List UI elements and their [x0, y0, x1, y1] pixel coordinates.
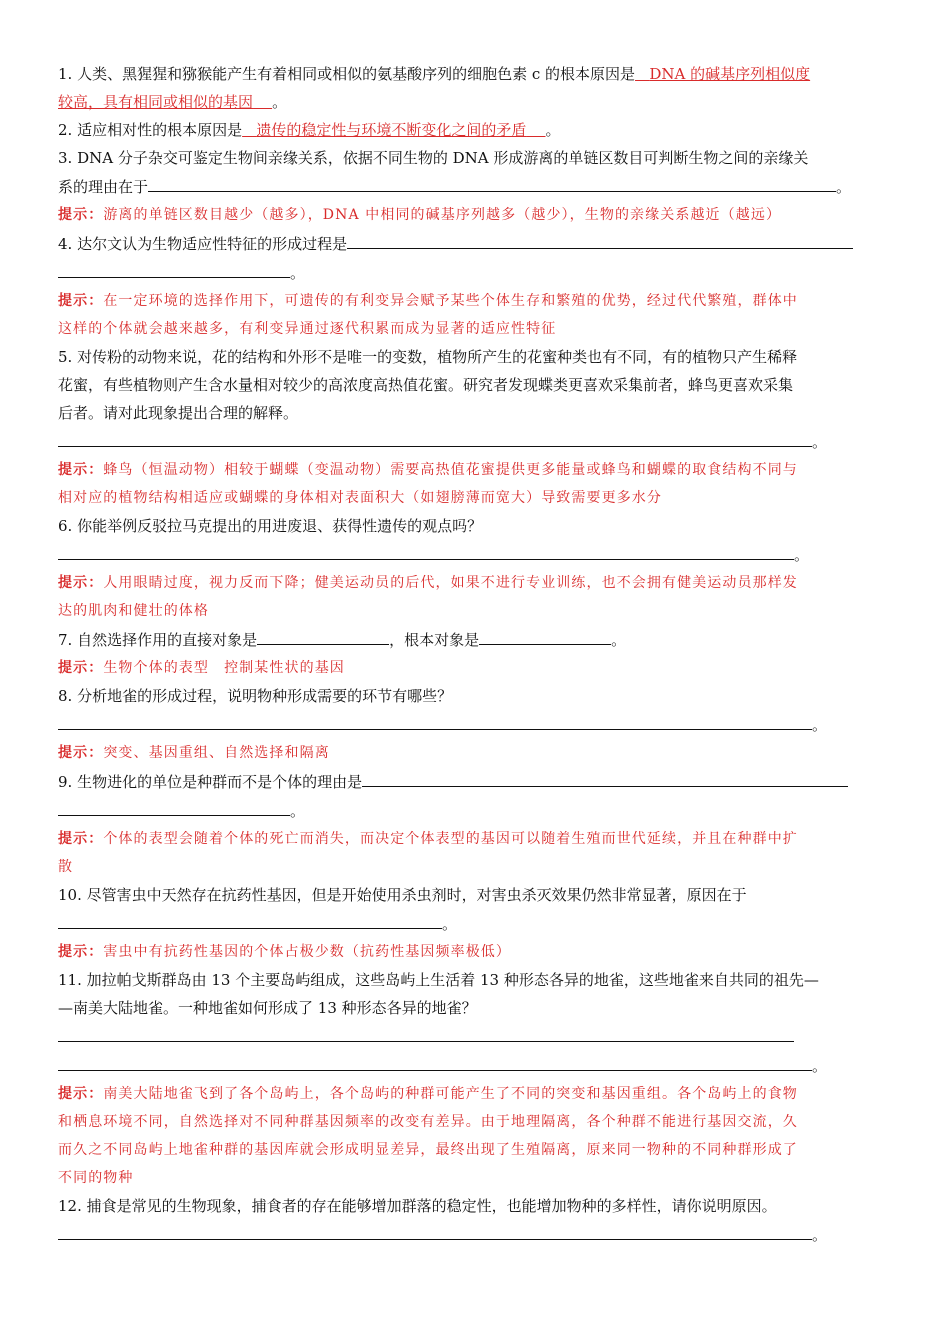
question-2-line: [58, 116, 882, 144]
question-7-answer-blank-1[interactable]: [257, 625, 389, 645]
question-9-hint-line-1: [58, 825, 882, 853]
question-3-hint-text: 游离的单链区数目越少（越多），DNA 中相同的碱基序列越多（越少），生物的亲缘关系越近（越远）: [103, 207, 782, 223]
question-3-line-1: 3. DNA 分子杂交可鉴定生物间亲缘关系，依据不同生物的 DNA 形成游离的单链区数目可判断生物之间的亲缘关: [58, 149, 809, 167]
question-3-hint: [58, 201, 882, 229]
question-8-line: 8. 分析地雀的形成过程，说明物种形成需要的环节有哪些？: [58, 687, 453, 705]
hint-label: 提示：: [58, 660, 104, 676]
question-8-answer-line: [58, 710, 882, 739]
hint-label: 提示：: [58, 293, 104, 309]
question-7-text-1: 7. 自然选择作用的直接对象是: [58, 631, 258, 649]
question-11-hint-line-2: 和栖息环境不同，自然选择对不同种群基因频率的改变有差异。由于地理隔离，各个种群不能进行基因交流，久: [58, 1114, 798, 1130]
question-10-hint: [58, 938, 882, 966]
question-12-answer-blank[interactable]: [58, 1220, 812, 1240]
question-7-line: [58, 625, 882, 654]
question-11-end: 。: [812, 1057, 828, 1075]
question-6-end: 。: [794, 546, 810, 564]
question-1-answer-part-1: DNA 的碱基序列相似度: [649, 65, 811, 83]
question-3-end: 。: [836, 178, 852, 196]
hint-label: 提示：: [58, 831, 104, 847]
question-7-end: 。: [611, 631, 627, 649]
question-12-line: 12. 捕食是常见的生物现象，捕食者的存在能够增加群落的稳定性，也能增加物种的多样性，请你说明原因。: [58, 1197, 777, 1215]
question-11-line-2: —南美大陆地雀。一种地雀如何形成了 13 种形态各异的地雀？: [58, 999, 477, 1017]
question-1-answer-part-2: 较高，具有相同或相似的基因: [58, 93, 254, 111]
question-7-answer-blank-2[interactable]: [479, 625, 611, 645]
question-4-answer-blank-2[interactable]: [58, 258, 290, 278]
question-5-line-3: 后者。请对此现象提出合理的解释。: [58, 404, 299, 422]
hint-label: 提示：: [58, 944, 104, 960]
question-6-answer-blank[interactable]: [58, 540, 794, 560]
question-11-hint-line-4: 不同的物种: [58, 1170, 134, 1186]
question-11-hint-text-1: 南美大陆地雀飞到了各个岛屿上，各个岛屿的种群可能产生了不同的突变和基因重组。各个岛屿上的食物: [103, 1086, 798, 1102]
question-6-hint-text-1: 人用眼睛过度，视力反而下降；健美运动员的后代，如果不进行专业训练，也不会拥有健美运动员那样发: [103, 575, 798, 591]
question-9-text: 9. 生物进化的单位是种群而不是个体的理由是: [58, 773, 363, 791]
question-4-end: 。: [290, 264, 306, 282]
question-10-line: 10. 尽管害虫中天然存在抗药性基因，但是开始使用杀虫剂时，对害虫杀灭效果仍然非常显著，原因在于: [58, 886, 747, 904]
question-8-answer-blank[interactable]: [58, 710, 812, 730]
question-10-answer-line: [58, 909, 882, 938]
question-7-text-2: ，根本对象是: [389, 631, 480, 649]
question-9-hint-text-1: 个体的表型会随着个体的死亡而消失，而决定个体表型的基因可以随着生殖而世代延续，并且在种群中扩: [103, 831, 798, 847]
question-4-hint-line-1: [58, 287, 882, 315]
question-1-end: 。: [272, 93, 288, 111]
question-11-hint-line-3: 而久之不同岛屿上地雀种群的基因库就会形成明显差异，最终出现了生殖隔离，原来同一物种的不同种群形成了: [58, 1142, 798, 1158]
question-5-line-1: 5. 对传粉的动物来说，花的结构和外形不是唯一的变数，植物所产生的花蜜种类也有不同，有的植物只产生稀释: [58, 348, 798, 366]
question-11-answer-line-1: [58, 1022, 882, 1051]
question-6-line: 6. 你能举例反驳拉马克提出的用进废退、获得性遗传的观点吗？: [58, 517, 483, 535]
question-12-end: 。: [812, 1226, 828, 1244]
question-7-hint: [58, 654, 882, 682]
hint-label: 提示：: [58, 575, 104, 591]
question-9-answer-blank-2[interactable]: [58, 796, 290, 816]
question-4-hint-text-1: 在一定环境的选择作用下，可遗传的有利变异会赋予某些个体生存和繁殖的优势，经过代代繁殖，群体中: [103, 293, 798, 309]
question-11-hint-line-1: [58, 1080, 882, 1108]
question-6-hint-line-1: [58, 569, 882, 597]
question-8-hint: [58, 739, 882, 767]
question-4-line-2: [58, 258, 882, 287]
hint-label: 提示：: [58, 207, 104, 223]
question-5-hint-line-1: [58, 456, 882, 484]
question-8-hint-text: 突变、基因重组、自然选择和隔离: [103, 745, 330, 761]
question-4-line-1: [58, 229, 882, 258]
question-2-end: 。: [545, 121, 561, 139]
question-11-answer-line-2: [58, 1051, 882, 1080]
question-10-end: 。: [442, 915, 458, 933]
question-9-hint-line-2: 散: [58, 859, 74, 875]
question-12-answer-line: [58, 1220, 882, 1249]
question-5-end: 。: [812, 433, 828, 451]
question-11-answer-blank-2[interactable]: [58, 1051, 812, 1071]
question-5-line-2: 花蜜，有些植物则产生含水量相对较少的高浓度高热值花蜜。研究者发现蝶类更喜欢采集前者，蜂鸟更喜欢采集: [58, 376, 794, 394]
question-5-answer-blank[interactable]: [58, 427, 812, 447]
question-9-line-2: [58, 796, 882, 825]
question-3-text: 系的理由在于: [58, 178, 149, 196]
question-2-answer: 遗传的稳定性与环境不断变化之间的矛盾: [256, 121, 527, 139]
question-11-line-1: 11. 加拉帕戈斯群岛由 13 个主要岛屿组成，这些岛屿上生活着 13 种形态各异的地雀，这些地雀来自共同的祖先—: [58, 971, 819, 989]
question-5-answer-line: [58, 427, 882, 456]
question-3-answer-blank[interactable]: [148, 172, 836, 192]
question-8-end: 。: [812, 716, 828, 734]
question-1-text: 1. 人类、黑猩猩和猕猴能产生有着相同或相似的氨基酸序列的细胞色素 c 的根本原因是: [58, 65, 636, 83]
question-11-answer-blank-1[interactable]: [58, 1022, 794, 1042]
hint-label: 提示：: [58, 1086, 104, 1102]
hint-label: 提示：: [58, 745, 104, 761]
question-10-answer-blank[interactable]: [58, 909, 442, 929]
question-3-line-2: [58, 172, 882, 201]
question-1-line-2: [58, 88, 882, 116]
question-5-hint-line-2: 相对应的植物结构相适应或蝴蝶的身体相对表面积大（如翅膀薄而宽大）导致需要更多水分: [58, 490, 662, 506]
question-2-text: 2. 适应相对性的根本原因是: [58, 121, 243, 139]
hint-label: 提示：: [58, 462, 104, 478]
question-6-hint-line-2: 达的肌肉和健壮的体格: [58, 603, 209, 619]
question-1-line-1: [58, 60, 882, 88]
question-4-answer-blank-1[interactable]: [347, 229, 853, 249]
question-9-answer-blank-1[interactable]: [362, 767, 848, 787]
question-6-answer-line: [58, 540, 882, 569]
question-5-hint-text-1: 蜂鸟（恒温动物）相较于蝴蝶（变温动物）需要高热值花蜜提供更多能量或蜂鸟和蝴蝶的取食结构不同与: [103, 462, 798, 478]
question-4-hint-line-2: 这样的个体就会越来越多，有利变异通过逐代积累而成为显著的适应性特征: [58, 321, 557, 337]
question-9-end: 。: [290, 802, 306, 820]
question-9-line-1: [58, 767, 882, 796]
question-4-text: 4. 达尔文认为生物适应性特征的形成过程是: [58, 235, 348, 253]
question-7-hint-text: 生物个体的表型 控制某性状的基因: [103, 660, 345, 676]
question-10-hint-text: 害虫中有抗药性基因的个体占极少数（抗药性基因频率极低）: [103, 944, 512, 960]
